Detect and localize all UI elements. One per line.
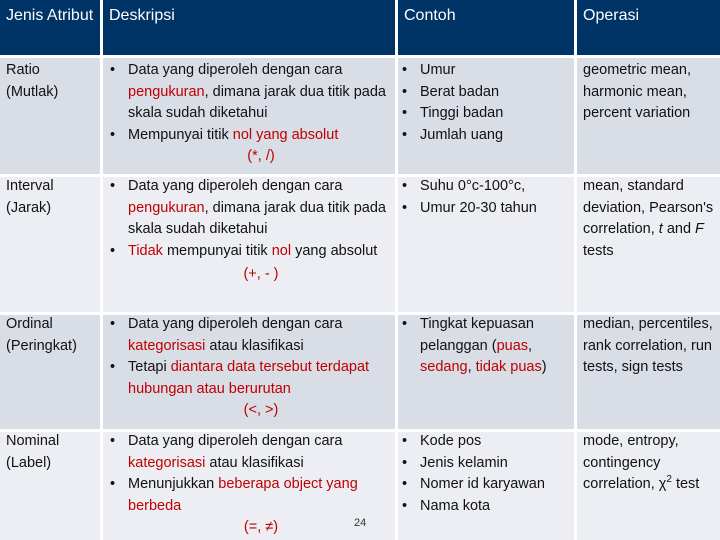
type-sublabel: (Peringkat) xyxy=(6,337,77,354)
row-ordinal-operations: median, percentiles, rank correlation, run tests, sign tests xyxy=(583,316,713,375)
example-item: • Tinggi badan xyxy=(396,103,574,125)
row-ratio-operations: geometric mean, harmonic mean, percent variation xyxy=(583,62,691,121)
operator-symbols: (<, >) xyxy=(243,402,279,418)
example-item: • Suhu 0°c-100°c, xyxy=(396,176,574,198)
row-interval-examples xyxy=(396,176,574,219)
row-ratio-type xyxy=(6,60,98,103)
column-divider xyxy=(100,0,103,540)
example-item: • Jenis kelamin xyxy=(396,453,578,475)
column-divider xyxy=(395,0,398,540)
row-ratio-examples xyxy=(396,60,574,146)
type-label: Ordinal xyxy=(6,316,53,332)
row-interval-operations: mean, standard deviation, Pearson's correlation, t and F tests xyxy=(583,178,714,259)
row-ordinal-examples xyxy=(396,314,578,379)
description-bullet: • Tetapi diantara data tersebut terdapat hubungan atau berurutan (<, >) xyxy=(104,357,394,422)
header-operasi: Operasi xyxy=(575,0,720,56)
row-nominal-examples xyxy=(396,431,578,517)
row-nominal-description xyxy=(104,431,394,539)
row-ordinal-description xyxy=(104,314,394,422)
row-ordinal-type xyxy=(6,314,98,357)
type-label: Ratio xyxy=(6,62,40,78)
operator-symbols: (+, - ) xyxy=(243,266,279,282)
type-sublabel: (Jarak) xyxy=(6,199,52,216)
row-ratio-description xyxy=(104,60,394,168)
row-divider xyxy=(0,312,720,315)
row-interval-description xyxy=(104,176,394,286)
type-label: Interval xyxy=(6,178,54,194)
row-nominal-type xyxy=(6,431,98,474)
example-item: • Umur xyxy=(396,60,574,82)
example-item: • Kode pos xyxy=(396,431,578,453)
row-divider xyxy=(0,429,720,432)
type-sublabel: (Mutlak) xyxy=(6,83,59,100)
description-bullet: • Data yang diperoleh dengan cara kategorisasi atau klasifikasi xyxy=(104,431,394,474)
example-item: • Jumlah uang xyxy=(396,125,574,147)
example-item: • Umur 20-30 tahun xyxy=(396,198,574,220)
operator-symbols: (=, ≠) xyxy=(243,519,279,535)
row-nominal-operations: mode, entropy, contingency correlation, $\chi^2$ test xyxy=(583,433,700,492)
example-item: • Nama kota xyxy=(396,496,578,518)
header-jenis-atribut: Jenis Atribut xyxy=(0,0,101,56)
description-bullet: • Data yang diperoleh dengan cara kategorisasi atau klasifikasi xyxy=(104,314,394,357)
header-contoh: Contoh xyxy=(396,0,575,56)
example-item: • Nomer id karyawan xyxy=(396,474,578,496)
example-item: • Berat badan xyxy=(396,82,574,104)
description-bullet: • Menunjukkan beberapa object yang berbeda (=, ≠) xyxy=(104,474,394,539)
header-deskripsi: Deskripsi xyxy=(101,0,396,56)
page-number: 24 xyxy=(354,517,367,529)
column-divider xyxy=(574,0,577,540)
row-divider xyxy=(0,174,720,177)
description-bullet: • Data yang diperoleh dengan cara pengukuran, dimana jarak dua titik pada skala sudah diketahui xyxy=(104,176,394,241)
operator-symbols: (*, /) xyxy=(247,148,275,164)
row-interval-type xyxy=(6,176,98,219)
description-bullet: • Tidak mempunyai titik nol yang absolut (+, - ) xyxy=(104,241,394,286)
description-bullet: • Data yang diperoleh dengan cara pengukuran, dimana jarak dua titik pada skala sudah diketahui xyxy=(104,60,394,125)
row-divider xyxy=(0,55,720,58)
type-label: Nominal xyxy=(6,433,60,449)
example-item: • Tingkat kepuasan pelanggan (puas, sedang, tidak puas) xyxy=(396,314,578,379)
description-bullet: • Mempunyai titik nol yang absolut (*, /) xyxy=(104,125,394,168)
type-sublabel: (Label) xyxy=(6,454,52,471)
